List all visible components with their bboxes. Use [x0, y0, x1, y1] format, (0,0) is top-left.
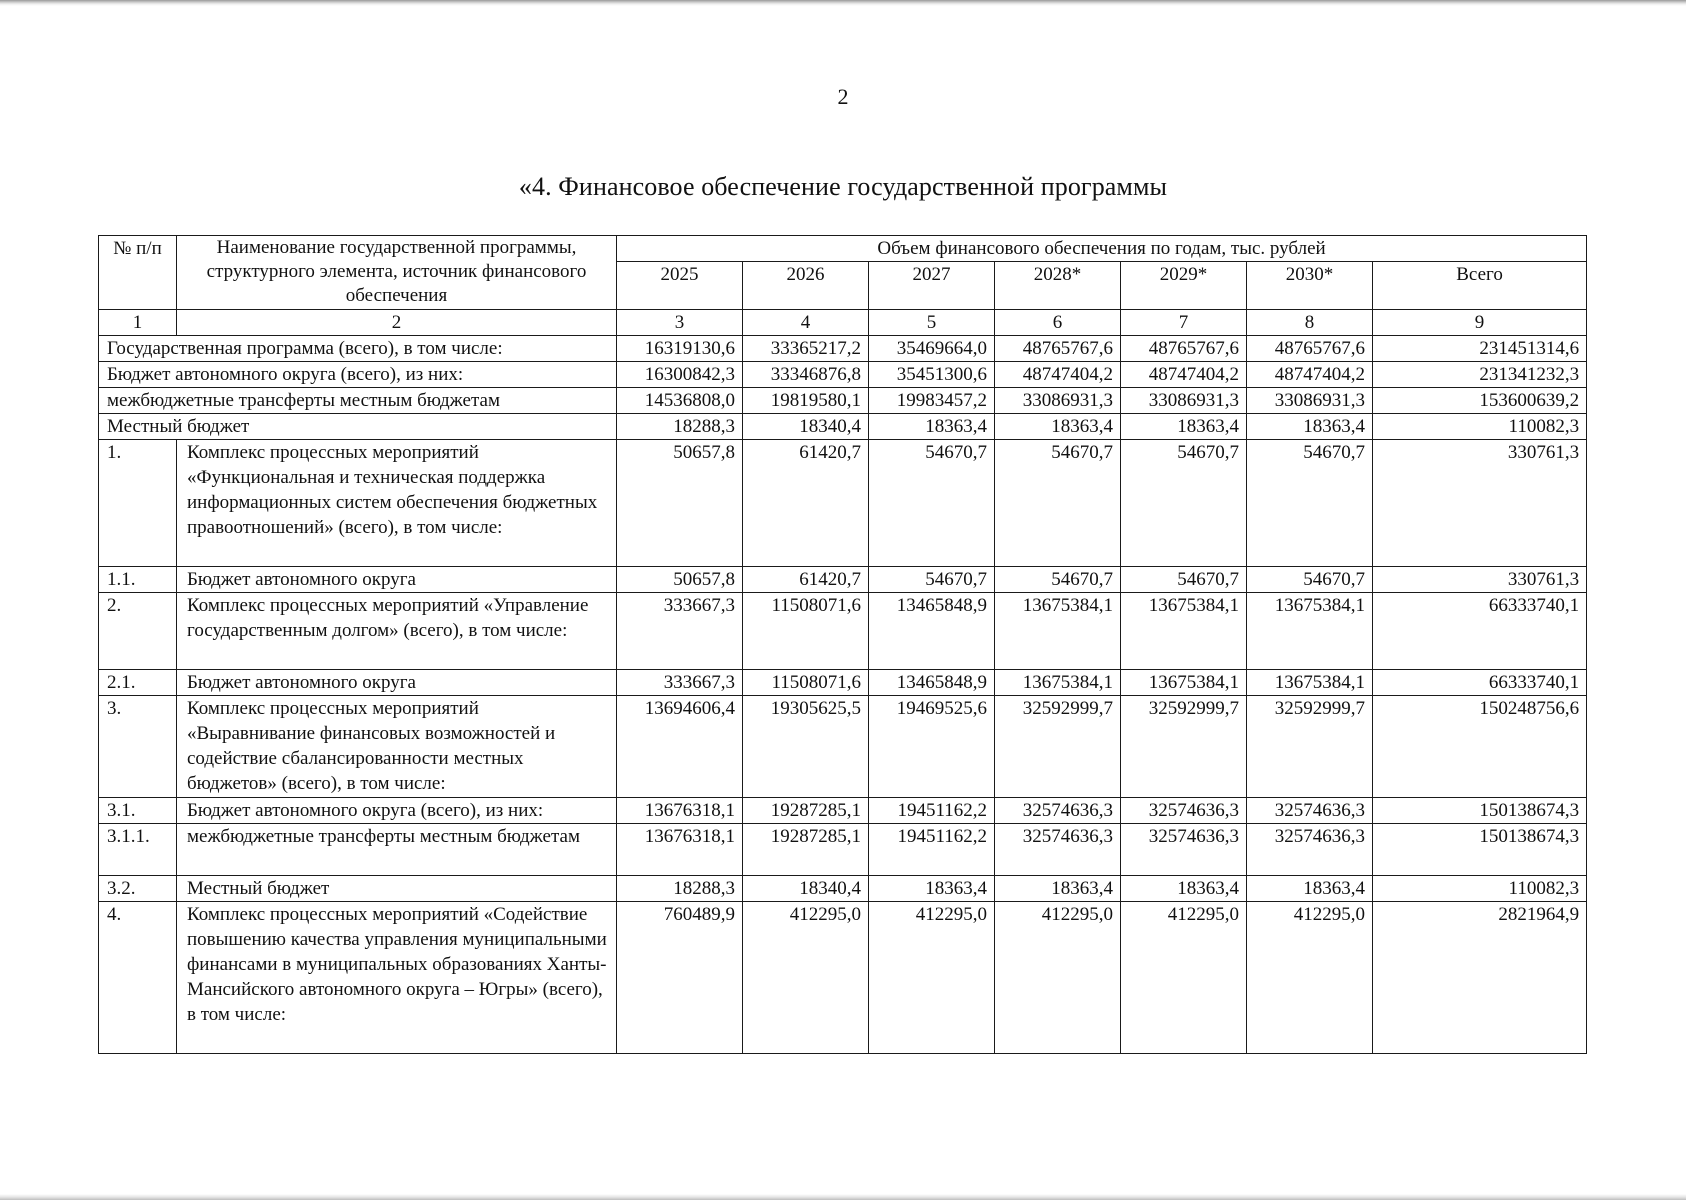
row-name: Бюджет автономного округа (всего), из них: [177, 798, 617, 824]
value-cell: 61420,7 [743, 567, 869, 593]
value-cell: 333667,3 [617, 670, 743, 696]
summary-label: Государственная программа (всего), в том числе: [99, 336, 617, 362]
value-cell: 18363,4 [995, 876, 1121, 902]
value-cell: 18363,4 [995, 414, 1121, 440]
value-cell: 13675384,1 [995, 670, 1121, 696]
row-number: 2.1. [99, 670, 177, 696]
value-cell: 231451314,6 [1373, 336, 1587, 362]
row-number: 3.1.1. [99, 824, 177, 876]
value-cell: 13465848,9 [869, 593, 995, 670]
value-cell: 54670,7 [869, 440, 995, 567]
value-cell: 48765767,6 [1121, 336, 1247, 362]
index-row [99, 310, 1587, 336]
summary-row [99, 388, 1587, 414]
row-number: 3. [99, 696, 177, 798]
value-cell: 32592999,7 [1247, 696, 1373, 798]
value-cell: 19819580,1 [743, 388, 869, 414]
value-cell: 18288,3 [617, 414, 743, 440]
row-name: межбюджетные трансферты местным бюджетам [177, 824, 617, 876]
header-year-2029: 2029* [1121, 262, 1247, 310]
value-cell: 48765767,6 [1247, 336, 1373, 362]
value-cell: 32592999,7 [995, 696, 1121, 798]
table-row [99, 876, 1587, 902]
header-year-2028: 2028* [995, 262, 1121, 310]
summary-label: межбюджетные трансферты местным бюджетам [99, 388, 617, 414]
value-cell: 19983457,2 [869, 388, 995, 414]
value-cell: 18363,4 [869, 414, 995, 440]
header-year-2030: 2030* [1247, 262, 1373, 310]
value-cell: 231341232,3 [1373, 362, 1587, 388]
value-cell: 33086931,3 [1247, 388, 1373, 414]
value-cell: 32574636,3 [1121, 798, 1247, 824]
document-title: «4. Финансовое обеспечение государственной программы [518, 172, 1168, 201]
table-row [99, 696, 1587, 798]
row-name: Бюджет автономного округа [177, 567, 617, 593]
scan-edge-bottom [0, 1194, 1686, 1200]
value-cell: 333667,3 [617, 593, 743, 670]
index-cell: 5 [869, 310, 995, 336]
value-cell: 61420,7 [743, 440, 869, 567]
value-cell: 13676318,1 [617, 798, 743, 824]
value-cell: 150248756,6 [1373, 696, 1587, 798]
header-col-name: Наименование государственной программы, структурного элемента, источник финансового обеспечения [177, 236, 617, 310]
row-number: 2. [99, 593, 177, 670]
summary-row [99, 414, 1587, 440]
row-name: Местный бюджет [177, 876, 617, 902]
value-cell: 18363,4 [1247, 414, 1373, 440]
value-cell: 16319130,6 [617, 336, 743, 362]
header-col-volume: Объем финансового обеспечения по годам, тыс. рублей [617, 236, 1587, 262]
index-cell: 8 [1247, 310, 1373, 336]
table-row [99, 798, 1587, 824]
value-cell: 18340,4 [743, 414, 869, 440]
index-cell: 1 [99, 310, 177, 336]
value-cell: 18288,3 [617, 876, 743, 902]
value-cell: 35451300,6 [869, 362, 995, 388]
summary-label: Местный бюджет [99, 414, 617, 440]
value-cell: 19451162,2 [869, 798, 995, 824]
value-cell: 412295,0 [869, 902, 995, 1054]
value-cell: 412295,0 [1121, 902, 1247, 1054]
value-cell: 54670,7 [995, 440, 1121, 567]
value-cell: 11508071,6 [743, 670, 869, 696]
value-cell: 412295,0 [1247, 902, 1373, 1054]
value-cell: 54670,7 [995, 567, 1121, 593]
value-cell: 18340,4 [743, 876, 869, 902]
value-cell: 153600639,2 [1373, 388, 1587, 414]
table-row [99, 670, 1587, 696]
value-cell: 2821964,9 [1373, 902, 1587, 1054]
value-cell: 150138674,3 [1373, 824, 1587, 876]
scan-edge-top [0, 0, 1686, 6]
row-number: 4. [99, 902, 177, 1054]
value-cell: 18363,4 [1121, 876, 1247, 902]
value-cell: 13675384,1 [1121, 593, 1247, 670]
value-cell: 54670,7 [1247, 567, 1373, 593]
value-cell: 412295,0 [743, 902, 869, 1054]
value-cell: 412295,0 [995, 902, 1121, 1054]
index-cell: 4 [743, 310, 869, 336]
row-name: Комплекс процессных мероприятий «Содействие повышению качества управления муниципальными финансами в муниципальных образованиях Ханты-Мансийского автономного округа – Югры» (всего), в том числе: [177, 902, 617, 1054]
table-body [99, 236, 1587, 1054]
value-cell: 13675384,1 [1121, 670, 1247, 696]
table-row [99, 440, 1587, 567]
value-cell: 110082,3 [1373, 414, 1587, 440]
value-cell: 14536808,0 [617, 388, 743, 414]
row-name: Комплекс процессных мероприятий «Функциональная и техническая поддержка информационных систем обеспечения бюджетных правоотношений» (всего), в том числе: [177, 440, 617, 567]
value-cell: 66333740,1 [1373, 670, 1587, 696]
row-number: 1. [99, 440, 177, 567]
header-total: Всего [1373, 262, 1587, 310]
table-row [99, 567, 1587, 593]
financing-table [98, 235, 1587, 1054]
value-cell: 110082,3 [1373, 876, 1587, 902]
header-year-2025: 2025 [617, 262, 743, 310]
value-cell: 13675384,1 [1247, 670, 1373, 696]
value-cell: 32574636,3 [995, 798, 1121, 824]
value-cell: 35469664,0 [869, 336, 995, 362]
index-cell: 7 [1121, 310, 1247, 336]
value-cell: 32574636,3 [1247, 798, 1373, 824]
value-cell: 19469525,6 [869, 696, 995, 798]
value-cell: 18363,4 [1121, 414, 1247, 440]
table-row [99, 824, 1587, 876]
value-cell: 13676318,1 [617, 824, 743, 876]
summary-row [99, 336, 1587, 362]
summary-label: Бюджет автономного округа (всего), из них: [99, 362, 617, 388]
value-cell: 32574636,3 [995, 824, 1121, 876]
index-cell: 3 [617, 310, 743, 336]
value-cell: 150138674,3 [1373, 798, 1587, 824]
header-year-2026: 2026 [743, 262, 869, 310]
value-cell: 13465848,9 [869, 670, 995, 696]
summary-row [99, 362, 1587, 388]
value-cell: 19287285,1 [743, 824, 869, 876]
value-cell: 19451162,2 [869, 824, 995, 876]
table-row [99, 593, 1587, 670]
value-cell: 11508071,6 [743, 593, 869, 670]
header-year-2027: 2027 [869, 262, 995, 310]
value-cell: 19305625,5 [743, 696, 869, 798]
row-number: 3.2. [99, 876, 177, 902]
value-cell: 32574636,3 [1121, 824, 1247, 876]
value-cell: 54670,7 [869, 567, 995, 593]
value-cell: 16300842,3 [617, 362, 743, 388]
value-cell: 330761,3 [1373, 440, 1587, 567]
value-cell: 50657,8 [617, 440, 743, 567]
value-cell: 33365217,2 [743, 336, 869, 362]
value-cell: 54670,7 [1247, 440, 1373, 567]
value-cell: 330761,3 [1373, 567, 1587, 593]
value-cell: 13694606,4 [617, 696, 743, 798]
value-cell: 48747404,2 [995, 362, 1121, 388]
value-cell: 13675384,1 [995, 593, 1121, 670]
value-cell: 54670,7 [1121, 567, 1247, 593]
index-cell: 9 [1373, 310, 1587, 336]
financing-table-wrapper [98, 235, 1586, 1054]
row-number: 1.1. [99, 567, 177, 593]
index-cell: 6 [995, 310, 1121, 336]
index-cell: 2 [177, 310, 617, 336]
value-cell: 48765767,6 [995, 336, 1121, 362]
value-cell: 32592999,7 [1121, 696, 1247, 798]
table-row [99, 902, 1587, 1054]
value-cell: 33346876,8 [743, 362, 869, 388]
value-cell: 54670,7 [1121, 440, 1247, 567]
row-name: Комплекс процессных мероприятий «Выравнивание финансовых возможностей и содействие сбалансированности местных бюджетов» (всего), в том числе: [177, 696, 617, 798]
value-cell: 33086931,3 [1121, 388, 1247, 414]
page-number: 2 [837, 84, 849, 109]
value-cell: 33086931,3 [995, 388, 1121, 414]
value-cell: 66333740,1 [1373, 593, 1587, 670]
row-number: 3.1. [99, 798, 177, 824]
row-name: Бюджет автономного округа [177, 670, 617, 696]
value-cell: 13675384,1 [1247, 593, 1373, 670]
value-cell: 50657,8 [617, 567, 743, 593]
value-cell: 32574636,3 [1247, 824, 1373, 876]
value-cell: 48747404,2 [1247, 362, 1373, 388]
value-cell: 760489,9 [617, 902, 743, 1054]
header-col-num: № п/п [99, 236, 177, 310]
value-cell: 18363,4 [869, 876, 995, 902]
value-cell: 48747404,2 [1121, 362, 1247, 388]
row-name: Комплекс процессных мероприятий «Управление государственным долгом» (всего), в том числе: [177, 593, 617, 670]
value-cell: 18363,4 [1247, 876, 1373, 902]
value-cell: 19287285,1 [743, 798, 869, 824]
